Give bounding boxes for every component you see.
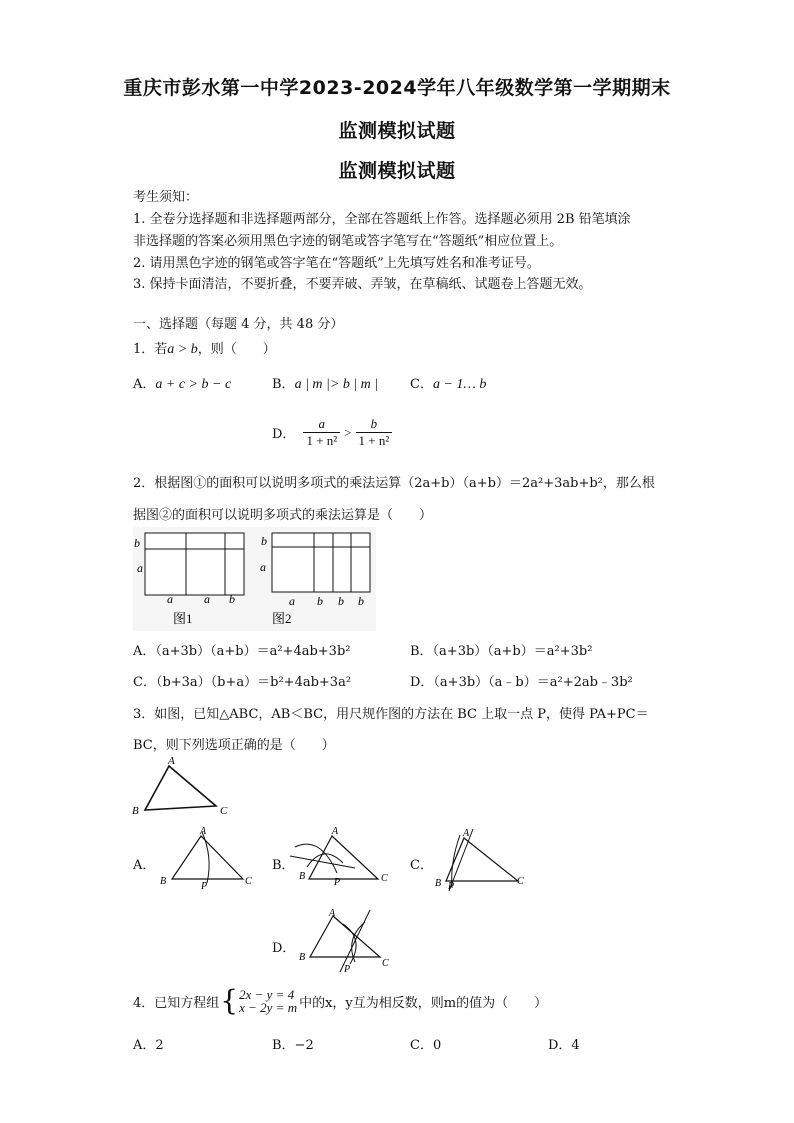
q1-option-d-fraction-2 [356,416,393,449]
q3-d-label-p: P [344,964,351,975]
q1-option-d[interactable] [272,416,392,449]
q1-option-a-expr: a + c > b − c [155,377,232,392]
q1-condition: a > b [167,342,198,357]
q3-d-label-a: A [329,908,336,919]
q1-option-d-label: D． [272,427,296,442]
page-title: 重庆市彭水第一中学2023-2024学年八年级数学第一学期期末 [123,77,671,99]
q2-option-a[interactable]: A．（a+3b）（a+b）＝a²+4ab+3b² [133,644,351,659]
page-subtitle: 监测模拟试题 [338,120,456,142]
q4-option-c[interactable]: C．0 [410,1038,442,1053]
question-3-line-2: BC，则下列选项正确的是（ ） [133,738,335,753]
q1-option-a-label: A． [133,377,156,392]
fig1-label-a-bottom-1: a [167,592,173,606]
q1-option-d-fraction-1 [303,416,340,449]
q1-option-c-expr: a − 1… b [432,377,487,392]
notice-item-1a: 1. 全卷分选择题和非选择题两部分，全部在答题纸上作答。选择题必须用 2B 铅笔填涂 [133,212,631,227]
fig2-label-a-side: a [260,560,266,574]
fig2-label-b-side: b [261,534,267,548]
q2-option-b[interactable]: B．（a+3b）（a+b）＝a²+3b² [410,644,593,659]
q1-option-c-label: C． [410,377,433,392]
fig2-label-b-bottom-3: b [358,594,364,608]
notice-item-3: 3. 保持卡面清洁，不要折叠，不要弄破、弄皱，在草稿纸、试题卷上答题无效。 [133,277,592,292]
q3-b-label-p: P [334,877,341,888]
fig1-outer-rect [145,533,244,595]
q3-option-b[interactable]: B． [272,858,295,873]
q3-d-label-c: C [382,958,389,969]
fig2-label-b-bottom-1: b [317,594,323,608]
question-3-line-1: 3．如图，已知△ABC，AB＜BC，用尺规作图的方法在 BC 上取一点 P，使得 PA+PC＝ [133,707,649,722]
q4-option-b[interactable]: B．−2 [272,1038,314,1053]
q1-stem-tail: ，则（ ） [197,342,276,357]
q4-equation-system [239,988,297,1014]
fig1-caption: 图1 [173,611,193,626]
fig2-label-a-bottom: a [289,594,295,608]
q3-b-label-b: B [299,871,306,882]
q1-stem-label: 1．若 [133,342,168,357]
q3-d-triangle [310,916,380,957]
q3-d-perp-bisector [340,910,370,972]
fig1-label-a-side: a [137,561,143,575]
q3-c-label-b: B [435,878,442,889]
q3-d-arc-1 [343,924,356,964]
q2-option-d[interactable]: D．（a+3b）（a﹣b）＝a²+2ab﹣3b² [410,675,633,690]
q1-option-b-expr: a | m |> b | m | [294,377,379,392]
fig2-outer-rect [272,533,370,592]
q4-stem-post: 中的x，y互为相反数，则m的值为（ ） [299,995,548,1011]
q1-option-b[interactable] [272,373,378,393]
q3-option-d[interactable]: D． [272,941,296,956]
q3-a-triangle [172,836,243,879]
notice-heading: 考生须知： [133,190,199,205]
notice-item-2: 2. 请用黑色字迹的钢笔或答字笔在“答题纸”上先填写姓名和准考证号。 [133,256,540,271]
q3-b-triangle [309,836,378,879]
fig1-label-b-side: b [134,536,140,550]
q3-a-arc [202,832,209,883]
q3-a-label-p: P [201,881,208,892]
q4-equation-1: 2x − y = 4 [239,987,295,1002]
section-heading: 一、选择题（每题 4 分，共 48 分） [133,317,344,332]
q3-a-label-b: B [160,876,167,887]
q3-main-figure [128,755,238,820]
fig1-label-b-bottom: b [229,592,235,606]
q3-option-c-figure[interactable] [430,823,540,898]
q3-c-label-c: C [517,876,524,887]
q3-b-label-a: A [332,826,339,837]
q2-option-c[interactable]: C．（b+3a）（b+a）＝b²+4ab+3a² [133,675,352,690]
q3-c-label-a: A [463,828,470,839]
question-4-stem [133,984,548,1017]
q1-d-den-1: 1 + n² [303,432,340,449]
q3-main-label-a: A [168,755,175,767]
q3-c-label-p: P [448,881,455,892]
q1-option-a[interactable] [133,373,231,393]
q3-b-bisector [290,856,355,868]
question-2-line-2: 据图②的面积可以说明多项式的乘法运算是（ ） [133,508,433,523]
q2-figures [133,527,376,631]
q4-option-d[interactable]: D．4 [548,1038,580,1053]
q3-d-label-b: B [299,952,306,963]
q1-option-c[interactable] [410,373,486,393]
q3-a-label-c: C [245,876,252,887]
fig2-label-b-bottom-2: b [338,594,344,608]
question-2-line-1: 2．根据图①的面积可以说明多项式的乘法运算（2a+b）（a+b）＝2a²+3ab+b²，那么根 [133,476,655,491]
q1-option-b-label: B． [272,377,295,392]
fig1-label-a-bottom-2: a [204,592,210,606]
q3-main-label-c: C [220,805,228,817]
q1-d-num-2: b [370,416,378,431]
q3-b-label-c: C [381,873,388,884]
q4-brace: { [220,984,239,1017]
q1-d-den-2: 1 + n² [356,432,393,449]
q3-option-b-figure[interactable] [285,823,400,893]
fig2-caption: 图2 [272,611,292,626]
q3-a-label-a: A [200,826,207,837]
q1-d-greater: > [344,424,352,440]
q3-option-a[interactable]: A． [133,858,156,873]
q4-equation-2: x − 2y = m [239,1000,298,1015]
q3-main-label-b: B [132,805,139,817]
q3-option-a-figure[interactable] [155,823,265,893]
q3-main-triangle [145,766,216,810]
page-subtitle-repeat: 监测模拟试题 [338,160,456,182]
question-1-stem [133,338,276,358]
q1-d-num-1: a [318,416,326,431]
q4-option-a[interactable]: A．2 [133,1038,164,1053]
notice-item-1b: 非选择题的答案必须用黑色字迹的钢笔或答字笔写在“答题纸”相应位置上。 [133,234,563,249]
q3-option-c[interactable]: C． [410,858,433,873]
q3-option-d-figure[interactable] [295,904,395,979]
q4-stem-pre: 4．已知方程组 [133,995,220,1011]
